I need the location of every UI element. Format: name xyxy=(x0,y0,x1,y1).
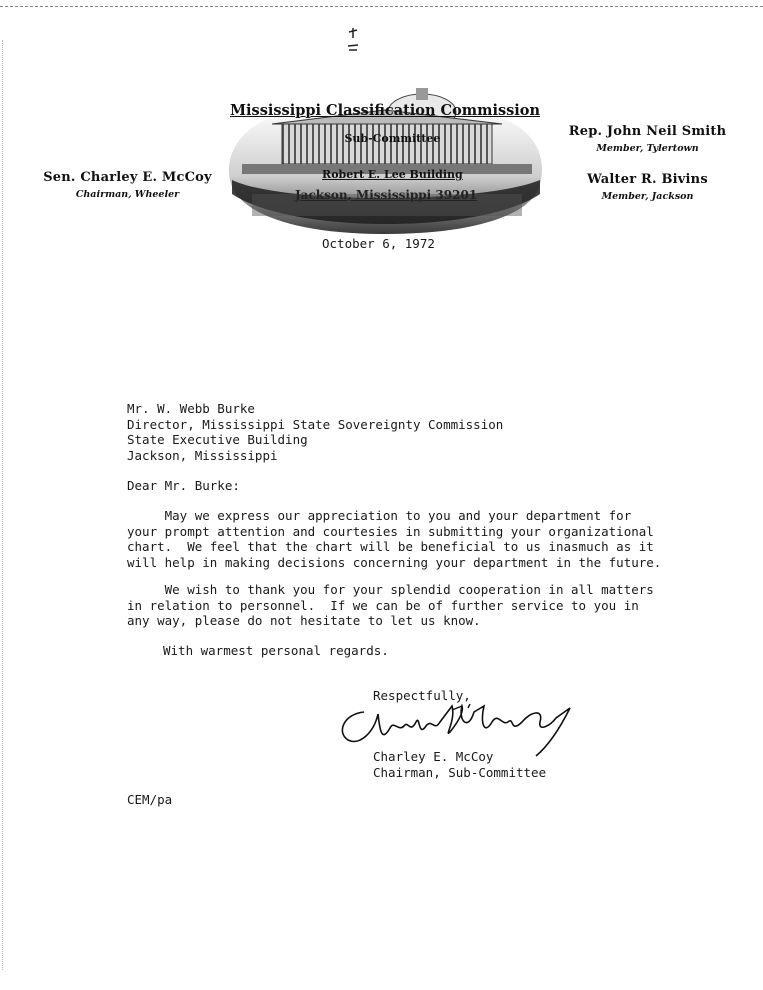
city-address: Jackson, Mississippi 39201 xyxy=(295,188,478,202)
address-line: Director, Mississippi State Sovereignty Commission xyxy=(127,416,504,432)
scan-edge xyxy=(0,0,763,7)
scan-margin xyxy=(2,40,5,970)
letterhead-member-2 xyxy=(560,172,735,202)
building-name: Robert E. Lee Building xyxy=(322,168,463,181)
commission-name: Mississippi Classification Commission xyxy=(229,102,541,119)
member-role: Chairman, Wheeler xyxy=(75,189,180,200)
address-line: Mr. W. Webb Burke xyxy=(127,401,255,416)
signer-name: Charley E. McCoy xyxy=(373,749,494,764)
body-paragraph-2: We wish to thank you for your splendid cooperation in all matters in relation to personnel. If we can be of further service to you in any way, please do not hesitate to let us know. xyxy=(127,582,654,628)
handwritten-mark xyxy=(346,28,360,56)
letter-date: October 6, 1972 xyxy=(322,236,435,251)
body-paragraph-1: May we express our appreciation to you and your department for your prompt attention and courtesies in submitting your organizational chart. We feel that the chart will be beneficial to us inasmuch as it will help in making decisions concerning your department in the future. xyxy=(127,508,662,570)
member-name: Rep. John Neil Smith xyxy=(568,124,727,139)
member-role: Member, Jackson xyxy=(601,191,694,202)
member-name: Walter R. Bivins xyxy=(587,172,708,187)
member-name: Sen. Charley E. McCoy xyxy=(43,170,212,185)
subcommittee-label: Sub-Committee xyxy=(344,132,441,145)
letterhead-chairman xyxy=(40,170,215,200)
signer-title: Chairman, Sub-Committee xyxy=(373,764,547,780)
address-line: Jackson, Mississippi xyxy=(127,447,278,463)
address-line: State Executive Building xyxy=(127,432,308,447)
salutation: Dear Mr. Burke: xyxy=(127,478,240,493)
valediction: Respectfully, xyxy=(373,688,471,703)
letterhead-member-1 xyxy=(560,124,735,154)
typist-initials: CEM/pa xyxy=(127,792,173,807)
closing-line: With warmest personal regards. xyxy=(163,643,389,658)
signature-block xyxy=(373,749,546,780)
member-role: Member, Tylertown xyxy=(596,143,699,154)
capitol-emblem xyxy=(222,84,548,236)
recipient-address xyxy=(127,401,503,463)
